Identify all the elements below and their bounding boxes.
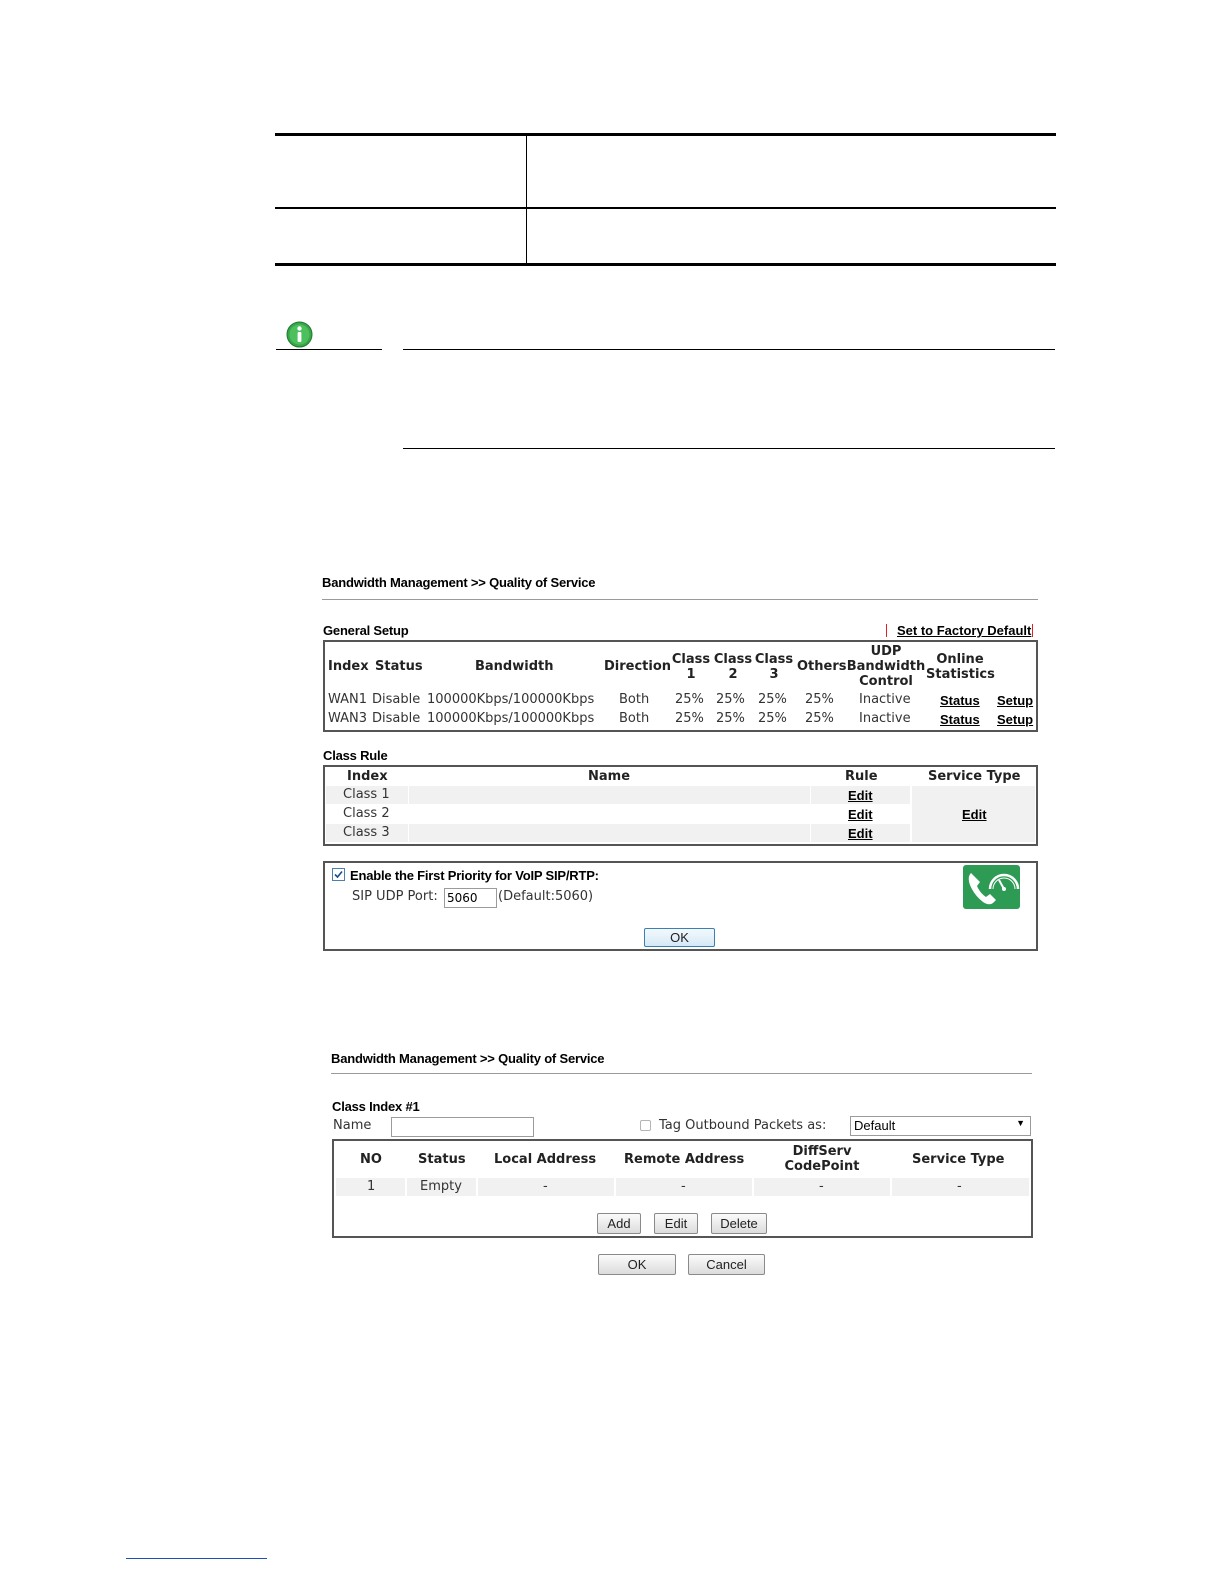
- col-header-rule: Rule: [845, 769, 878, 784]
- class-row-stripe-1: [326, 786, 910, 804]
- row-udp-control: Inactive: [859, 711, 911, 726]
- breadcrumb-divider: [331, 1073, 1032, 1074]
- class-rule-title: Class Rule: [323, 748, 388, 763]
- setup-link[interactable]: Setup: [997, 712, 1034, 727]
- delete-button[interactable]: Delete: [711, 1213, 767, 1234]
- setup-link[interactable]: Setup: [997, 693, 1034, 708]
- breadcrumb-divider: [322, 599, 1038, 600]
- note-top-rule: [403, 349, 1055, 350]
- row-local-address: -: [543, 1179, 548, 1194]
- col-header-no: NO: [360, 1152, 382, 1167]
- class-rule-edit-link[interactable]: Edit: [848, 788, 873, 803]
- col-header-status: Status: [418, 1152, 466, 1167]
- class-rule-col-sep-2: [810, 786, 811, 842]
- note-label-rule: [276, 349, 382, 350]
- doc-table-mid-rule: [275, 207, 1056, 209]
- col-header-index: Index: [347, 769, 388, 784]
- row-direction: Both: [619, 711, 650, 726]
- row-service-type: -: [957, 1179, 962, 1194]
- entry-col-sep-2: [476, 1178, 478, 1196]
- doc-table-column-divider: [526, 136, 527, 263]
- col-header-name: Name: [588, 769, 631, 784]
- row-status: Disable: [372, 692, 421, 707]
- cancel-button[interactable]: Cancel: [688, 1254, 765, 1275]
- sip-udp-port-input[interactable]: [444, 888, 497, 908]
- tag-outbound-select-value: Default: [854, 1118, 896, 1133]
- class-row-stripe-3: [326, 824, 910, 842]
- col-header-bandwidth: Bandwidth: [475, 659, 554, 674]
- info-icon: [286, 321, 313, 348]
- col-header-udp-bandwidth-control: UDP Bandwidth Control: [846, 644, 926, 689]
- class-index: Class 2: [343, 806, 390, 821]
- tag-outbound-select[interactable]: [850, 1116, 1031, 1136]
- row-others: 25%: [805, 711, 834, 726]
- row-bandwidth: 100000Kbps/100000Kbps: [427, 711, 595, 726]
- row-class1: 25%: [675, 692, 704, 707]
- row-diffserv: -: [819, 1179, 824, 1194]
- col-header-class2: Class 2: [713, 652, 753, 682]
- class-rule-edit-link[interactable]: Edit: [848, 826, 873, 841]
- row-class3: 25%: [758, 692, 787, 707]
- voip-ok-button[interactable]: OK: [644, 928, 715, 947]
- class-index: Class 3: [343, 825, 390, 840]
- general-setup-title: General Setup: [323, 623, 409, 638]
- entry-col-sep-1: [405, 1178, 407, 1196]
- sip-udp-port-default-hint: (Default:5060): [498, 889, 594, 904]
- name-input[interactable]: [391, 1117, 534, 1137]
- phone-gauge-icon: [963, 865, 1020, 909]
- edit-button[interactable]: Edit: [654, 1213, 698, 1234]
- set-to-factory-default-link[interactable]: Set to Factory Default: [897, 623, 1032, 638]
- sip-udp-port-label: SIP UDP Port:: [352, 889, 438, 904]
- factory-default-separator-right: [1032, 624, 1033, 637]
- service-type-edit-link[interactable]: Edit: [962, 807, 987, 822]
- row-index: WAN3: [328, 711, 368, 726]
- col-header-online-statistics: Online Statistics: [926, 652, 995, 682]
- page-breadcrumb: Bandwidth Management >> Quality of Service: [322, 575, 596, 590]
- col-header-index: Index: [328, 659, 369, 674]
- row-status: Empty: [420, 1179, 462, 1194]
- status-link[interactable]: Status: [940, 693, 980, 708]
- col-header-service-type: Service Type: [928, 769, 1021, 784]
- factory-default-separator-left: [886, 624, 887, 637]
- col-header-diffserv-codepoint: DiffServ CodePoint: [784, 1144, 860, 1174]
- row-class3: 25%: [758, 711, 787, 726]
- col-header-class1: Class 1: [671, 652, 711, 682]
- page-breadcrumb: Bandwidth Management >> Quality of Service: [331, 1051, 605, 1066]
- chevron-down-icon: ▼: [1016, 1118, 1025, 1128]
- doc-table-bottom-rule: [275, 263, 1056, 266]
- row-index: WAN1: [328, 692, 368, 707]
- row-bandwidth: 100000Kbps/100000Kbps: [427, 692, 595, 707]
- checkmark-icon: [333, 869, 344, 880]
- voip-priority-checkbox[interactable]: [332, 868, 345, 881]
- footnote-rule: [126, 1558, 267, 1559]
- add-button[interactable]: Add: [597, 1213, 641, 1234]
- entry-col-sep-4: [752, 1178, 754, 1196]
- class-rule-col-sep-1: [408, 786, 409, 842]
- note-bottom-rule: [403, 448, 1055, 449]
- name-label: Name: [333, 1118, 372, 1133]
- row-direction: Both: [619, 692, 650, 707]
- col-header-others: Others: [797, 659, 847, 674]
- row-class2: 25%: [716, 692, 745, 707]
- col-header-status: Status: [375, 659, 423, 674]
- row-no: 1: [367, 1179, 376, 1194]
- row-others: 25%: [805, 692, 834, 707]
- voip-priority-label: Enable the First Priority for VoIP SIP/RTP:: [350, 868, 599, 883]
- row-udp-control: Inactive: [859, 692, 911, 707]
- class-index-title: Class Index #1: [332, 1099, 420, 1114]
- row-class2: 25%: [716, 711, 745, 726]
- col-header-remote-address: Remote Address: [624, 1152, 745, 1167]
- row-status: Disable: [372, 711, 421, 726]
- tag-outbound-label: Tag Outbound Packets as:: [659, 1118, 827, 1133]
- doc-table-top-rule: [275, 133, 1056, 136]
- col-header-service-type: Service Type: [912, 1152, 1005, 1167]
- class-index: Class 1: [343, 787, 390, 802]
- entry-col-sep-3: [614, 1178, 616, 1196]
- col-header-local-address: Local Address: [494, 1152, 597, 1167]
- row-class1: 25%: [675, 711, 704, 726]
- class-rule-edit-link[interactable]: Edit: [848, 807, 873, 822]
- row-remote-address: -: [681, 1179, 686, 1194]
- col-header-class3: Class 3: [754, 652, 794, 682]
- col-header-direction: Direction: [604, 659, 672, 674]
- tag-outbound-checkbox[interactable]: [640, 1120, 651, 1131]
- entry-col-sep-5: [890, 1178, 892, 1196]
- status-link[interactable]: Status: [940, 712, 980, 727]
- ok-button[interactable]: OK: [598, 1254, 676, 1275]
